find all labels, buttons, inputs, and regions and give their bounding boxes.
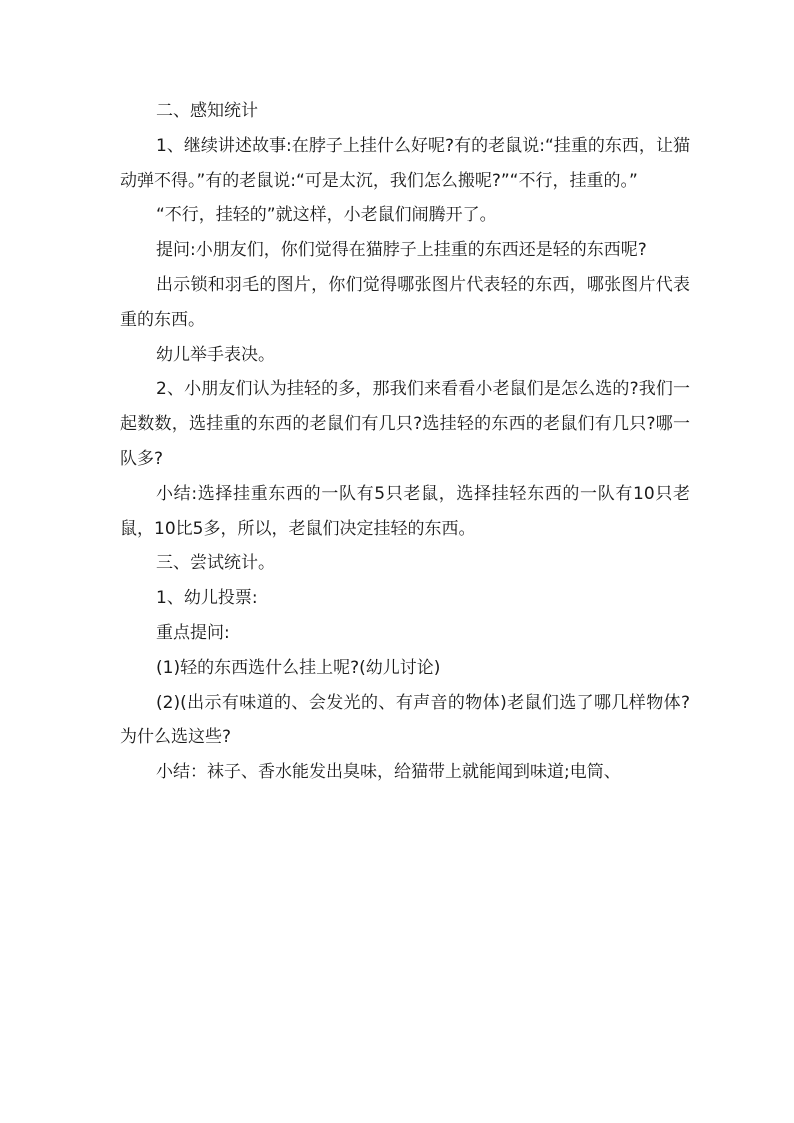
question-one-paragraph: (1)轻的东西选什么挂上呢?(幼儿讨论)	[156, 657, 441, 678]
picture-paragraph: 出示锁和羽毛的图片，你们觉得哪张图片代表轻的东西，哪张图片代表重的东西。	[120, 274, 690, 330]
question-paragraph: 提问:小朋友们，你们觉得在猫脖子上挂重的东西还是轻的东西呢?	[156, 240, 647, 261]
section-heading-trial: 三、尝试统计。	[156, 553, 275, 574]
question-two-paragraph: (2)(出示有味道的、会发光的、有声音的物体)老鼠们选了哪几样物体?为什么选这些?	[120, 692, 690, 748]
summary-objects-paragraph: 小结：袜子、香水能发出臭味，给猫带上就能闻到味道;电筒、	[156, 762, 621, 783]
document-page	[120, 94, 690, 790]
count-paragraph: 2、小朋友们认为挂轻的多，那我们来看看小老鼠们是怎么选的?我们一起数数，选挂重的东西的老鼠们有几只?选挂轻的东西的老鼠们有几只?哪一队多?	[120, 379, 690, 469]
story-continued-paragraph: “不行，挂轻的”就这样，小老鼠们闹腾开了。	[156, 205, 497, 226]
vote-paragraph: 幼儿举手表决。	[156, 344, 275, 365]
section-heading-perception: 二、感知统计	[156, 101, 258, 121]
voting-paragraph: 1、幼儿投票:	[156, 588, 258, 609]
summary-paragraph: 小结:选择挂重东西的一队有5只老鼠，选择挂轻东西的一队有10只老鼠，10比5多，所以，老鼠们决定挂轻的东西。	[120, 483, 690, 539]
story-paragraph: 1、继续讲述故事:在脖子上挂什么好呢?有的老鼠说:“挂重的东西，让猫动弹不得。”有的老鼠说:“可是太沉，我们怎么搬呢?”“不行，挂重的。”	[120, 135, 690, 191]
key-questions-paragraph: 重点提问:	[156, 622, 230, 643]
